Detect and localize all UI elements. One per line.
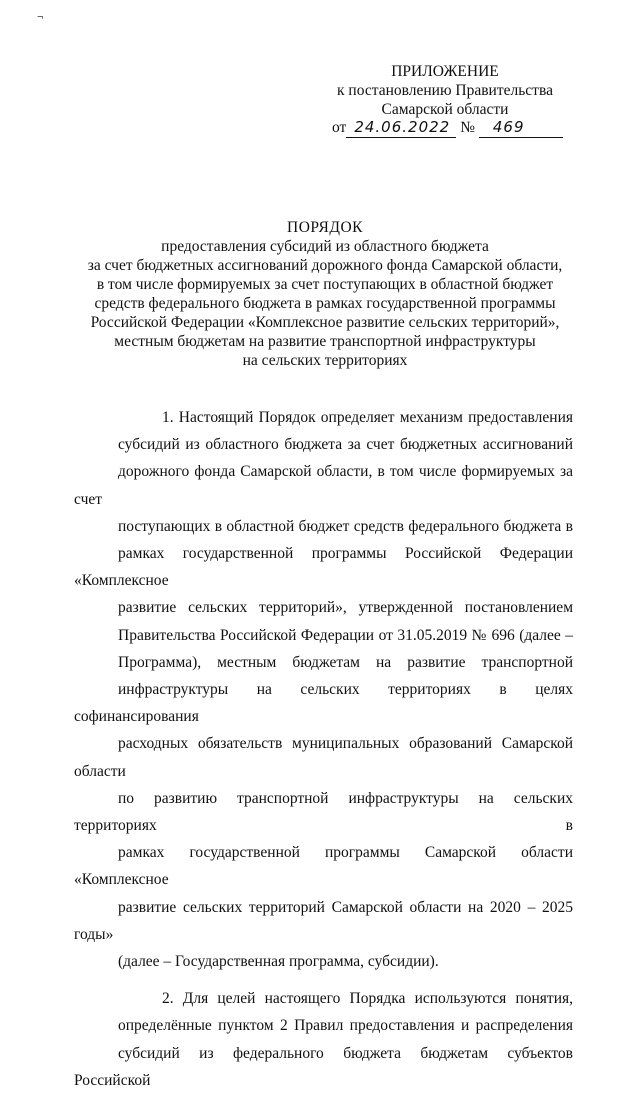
- document-title: [60, 218, 590, 370]
- text-line: 1. Настоящий Порядок определяет механизм предоставления: [162, 409, 573, 426]
- text-line: субсидий из областного бюджета за счет бюджетных ассигнований: [118, 436, 573, 454]
- appendix-line-region: Самарской области: [381, 101, 509, 118]
- text-line: рамках государственной программы Самарской области «Комплексное: [74, 844, 573, 889]
- title-line: Российской Федерации «Комплексное развитие сельских территорий»,: [90, 314, 560, 331]
- title-heading: ПОРЯДОК: [287, 219, 363, 236]
- paragraph-1: [74, 404, 573, 975]
- corner-mark: ¬: [37, 11, 44, 23]
- text-line: по развитию транспортной инфраструктуры на сельских территориях в: [74, 789, 573, 835]
- text-line: субсидий из федерального бюджета бюджетам субъектов Российской: [74, 1044, 573, 1089]
- title-line: предоставления субсидий из областного бюджета: [161, 238, 489, 255]
- text-line: дорожного фонда Самарской области, в том числе формируемых за счет: [74, 463, 573, 508]
- appendix-line-resolution: к постановлению Правительства: [337, 82, 553, 99]
- appendix-date-line: [332, 117, 563, 138]
- text-line: Программа), местным бюджетам на развитие транспортной: [118, 653, 573, 671]
- handwritten-number: 469: [479, 117, 563, 138]
- date-prefix: от: [332, 119, 347, 136]
- text-line: Правительства Российской Федерации от 31.05.2019 № 696 (далее –: [118, 626, 573, 644]
- text-line: поступающих в областной бюджет средств федерального бюджета в: [118, 517, 573, 535]
- text-line: развитие сельских территорий», утвержденной постановлением: [118, 599, 573, 617]
- text-line: инфраструктуры на сельских территориях в целях софинансирования: [74, 681, 573, 726]
- text-line: определённые пунктом 2 Правил предоставления и распределения: [118, 1017, 573, 1035]
- appendix-title: ПРИЛОЖЕНИЕ: [391, 63, 499, 80]
- title-line: местным бюджетам на развитие транспортной инфраструктуры: [114, 333, 536, 350]
- paragraph-2: [74, 985, 573, 1094]
- handwritten-date: 24.06.2022: [346, 117, 456, 138]
- number-prefix: №: [460, 119, 475, 136]
- text-line: 2. Для целей настоящего Порядка используются понятия,: [162, 990, 573, 1008]
- text-line: расходных обязательств муниципальных образований Самарской области: [74, 735, 573, 780]
- text-line: (далее – Государственная программа, субсидии).: [118, 953, 439, 971]
- text-line: рамках государственной программы Российской Федерации «Комплексное: [74, 545, 573, 590]
- title-line: за счет бюджетных ассигнований дорожного фонда Самарской области,: [87, 257, 563, 274]
- document-body: [74, 404, 573, 1094]
- title-line: средств федерального бюджета в рамках государственной программы: [94, 295, 556, 312]
- text-line: развитие сельских территорий Самарской области на 2020 – 2025 годы»: [74, 898, 573, 943]
- title-line: на сельских территориях: [242, 352, 408, 369]
- title-line: в том числе формируемых за счет поступающих в областной бюджет: [96, 276, 554, 293]
